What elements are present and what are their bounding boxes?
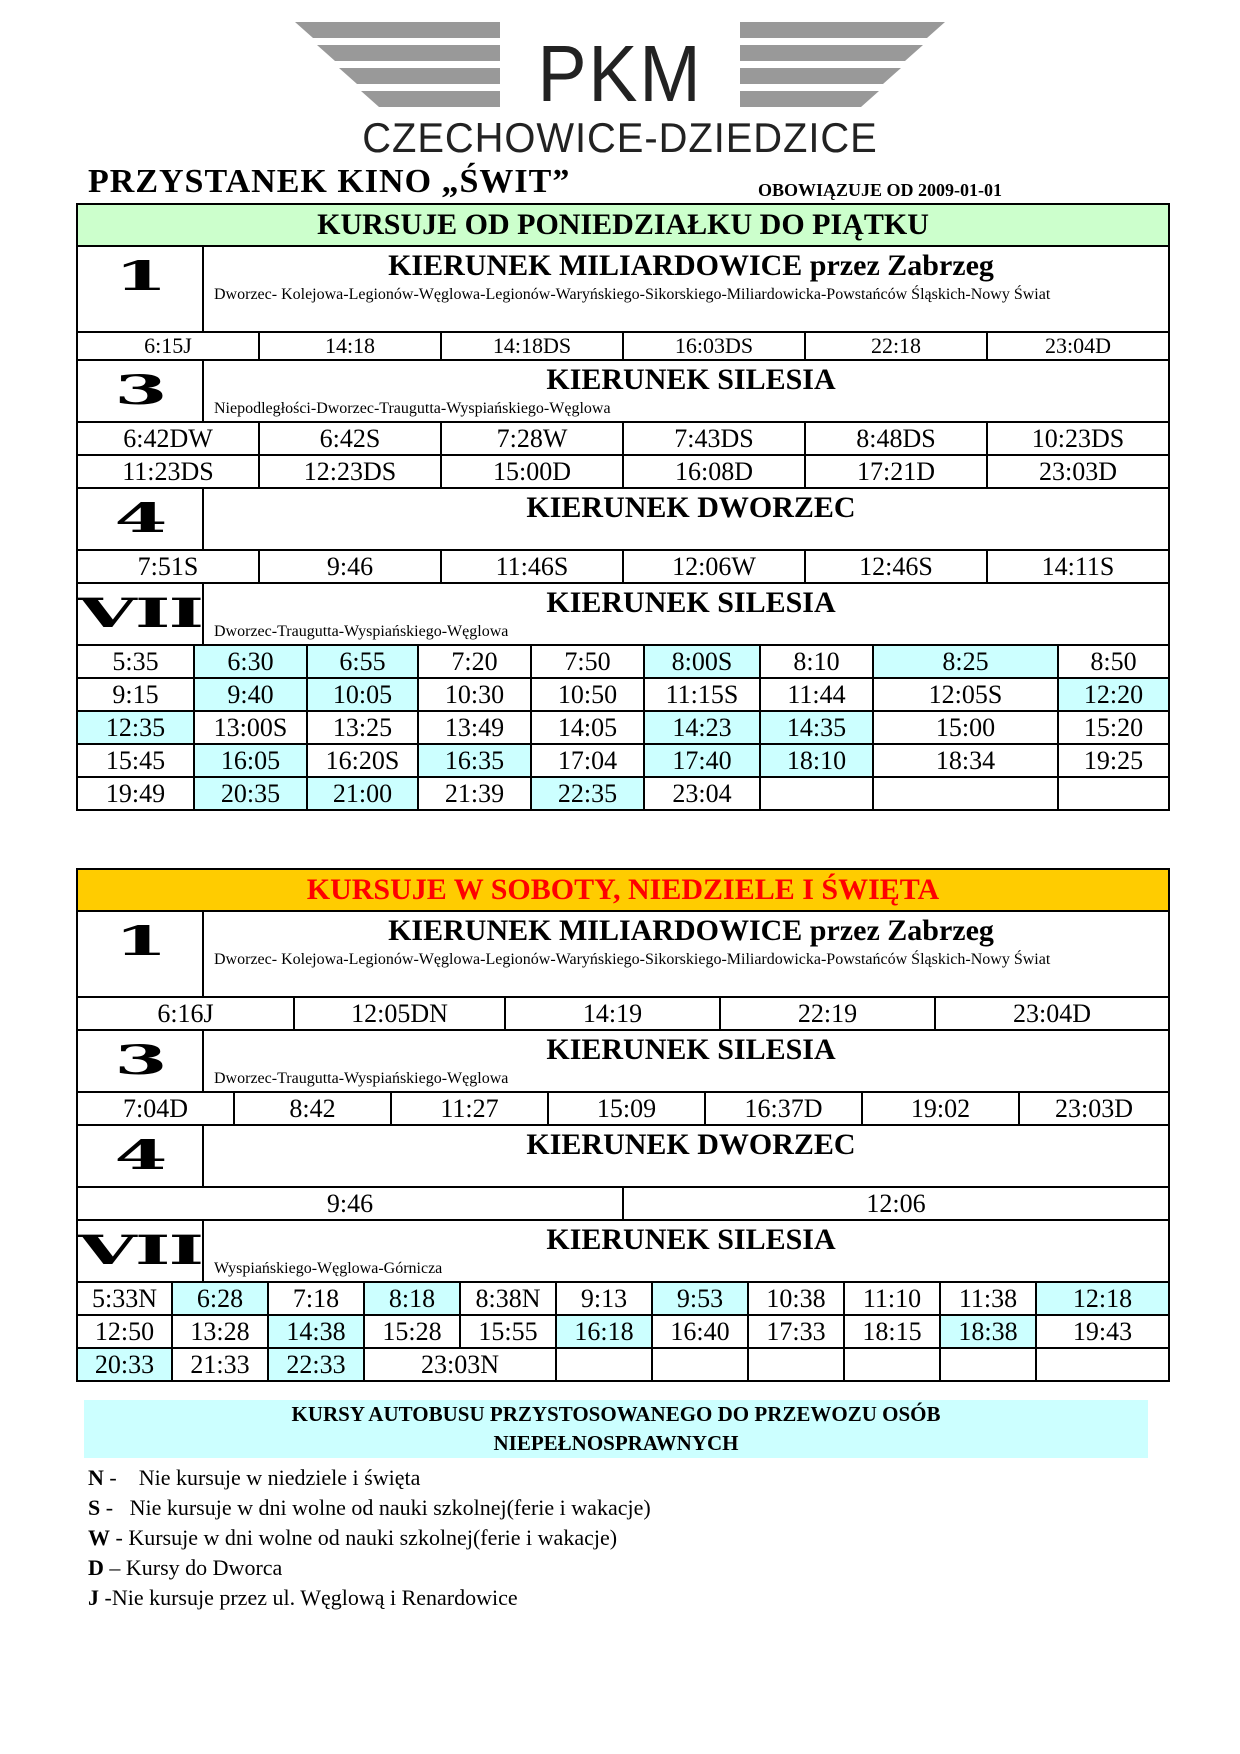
departure-time: 13:00S xyxy=(194,711,307,744)
legend-key: S xyxy=(88,1495,101,1520)
direction-label: KIERUNEK SILESIA xyxy=(546,1223,836,1256)
route-description: Niepodległości-Dworzec-Traugutta-Wyspiańskiego-Węglowa xyxy=(214,400,611,417)
departure-time: 11:46S xyxy=(441,551,623,583)
departure-time: 22:33 xyxy=(268,1348,364,1380)
departure-time: 14:18DS xyxy=(441,333,623,360)
departure-time: 18:34 xyxy=(873,744,1058,777)
departure-time: 22:18 xyxy=(805,333,987,360)
departure-time: 13:49 xyxy=(418,711,531,744)
departure-time-empty xyxy=(748,1348,844,1380)
departure-time: 19:43 xyxy=(1036,1315,1168,1348)
line-1-header xyxy=(78,247,1168,333)
departure-time: 12:05S xyxy=(873,678,1058,711)
departure-time: 16:20S xyxy=(307,744,418,777)
departure-time: 14:05 xyxy=(531,711,644,744)
departures-table xyxy=(78,646,1168,809)
departure-time: 16:03DS xyxy=(623,333,805,360)
departures-table xyxy=(78,551,1168,584)
departure-time: 8:25 xyxy=(873,646,1058,678)
departures-table xyxy=(78,998,1168,1031)
departure-time: 17:33 xyxy=(748,1315,844,1348)
departure-time: 23:04D xyxy=(935,998,1168,1030)
departure-time-empty xyxy=(652,1348,748,1380)
departure-time: 6:15J xyxy=(78,333,259,360)
departure-time: 8:10 xyxy=(760,646,873,678)
departure-time: 7:28W xyxy=(441,423,623,455)
departure-time: 16:18 xyxy=(556,1315,652,1348)
departure-time: 19:25 xyxy=(1058,744,1168,777)
legend-item xyxy=(88,1523,651,1553)
departure-time: 14:19 xyxy=(505,998,720,1030)
departure-time: 10:23DS xyxy=(987,423,1168,455)
legend-item xyxy=(88,1463,651,1493)
departure-time: 12:46S xyxy=(805,551,987,583)
departure-time: 12:18 xyxy=(1036,1283,1168,1315)
line-number-badge: VII xyxy=(78,584,204,644)
departure-time: 9:53 xyxy=(652,1283,748,1315)
departure-time: 22:35 xyxy=(531,777,644,809)
departure-time: 9:46 xyxy=(259,551,441,583)
departure-time: 23:04 xyxy=(644,777,760,809)
departure-time-empty xyxy=(940,1348,1036,1380)
logo-brand: PKM xyxy=(537,29,703,118)
departure-time: 7:18 xyxy=(268,1283,364,1315)
legend-item xyxy=(88,1583,651,1613)
legend-key: J xyxy=(88,1585,99,1610)
departure-time: 22:19 xyxy=(720,998,935,1030)
legend-key: N xyxy=(88,1465,104,1490)
route-description: Wyspiańskiego-Węglowa-Górnicza xyxy=(214,1260,443,1277)
departure-time: 14:38 xyxy=(268,1315,364,1348)
legend-item xyxy=(88,1553,651,1583)
departure-time: 11:44 xyxy=(760,678,873,711)
departure-time: 17:04 xyxy=(531,744,644,777)
departures-table xyxy=(78,333,1168,361)
legend xyxy=(88,1463,651,1613)
departure-time: 6:30 xyxy=(194,646,307,678)
departure-time: 16:35 xyxy=(418,744,531,777)
departure-time: 6:55 xyxy=(307,646,418,678)
departure-time: 11:23DS xyxy=(78,455,259,488)
departure-time: 19:02 xyxy=(862,1093,1019,1125)
departure-time: 12:50 xyxy=(78,1315,172,1348)
departure-time: 7:43DS xyxy=(623,423,805,455)
departure-time: 12:06W xyxy=(623,551,805,583)
departure-time: 7:50 xyxy=(531,646,644,678)
departure-time: 16:37D xyxy=(705,1093,862,1125)
departure-time: 23:04D xyxy=(987,333,1168,360)
departure-time: 15:55 xyxy=(460,1315,556,1348)
legend-text: Nie kursuje przez ul. Węglową i Renardowice xyxy=(111,1585,518,1610)
legend-separator: - xyxy=(99,1585,112,1610)
departure-time: 15:20 xyxy=(1058,711,1168,744)
departure-time: 15:09 xyxy=(548,1093,705,1125)
departure-time: 10:50 xyxy=(531,678,644,711)
weekday-header: KURSUJE OD PONIEDZIAŁKU DO PIĄTKU xyxy=(78,205,1168,247)
departure-time-empty xyxy=(1058,777,1168,809)
route-description: Dworzec-Traugutta-Wyspiańskiego-Węglowa xyxy=(214,623,509,640)
legend-text: Kursy do Dworca xyxy=(125,1555,283,1580)
departure-time: 8:42 xyxy=(234,1093,391,1125)
departure-time: 17:21D xyxy=(805,455,987,488)
departure-time: 6:42DW xyxy=(78,423,259,455)
direction-label: KIERUNEK DWORZEC xyxy=(526,491,856,524)
departure-time: 14:35 xyxy=(760,711,873,744)
departure-time: 5:35 xyxy=(78,646,194,678)
page-title: PRZYSTANEK KINO „ŚWIT” xyxy=(88,163,571,200)
departure-time: 12:23DS xyxy=(259,455,441,488)
departure-time: 18:15 xyxy=(844,1315,940,1348)
departure-time: 6:28 xyxy=(172,1283,268,1315)
departure-time: 18:38 xyxy=(940,1315,1036,1348)
direction-label: KIERUNEK MILIARDOWICE przez Zabrzeg xyxy=(388,914,994,947)
route-description: Dworzec- Kolejowa-Legionów-Węglowa-Legionów-Waryńskiego-Sikorskiego-Miliardowicka-Powstańców Śląskich-Nowy Świat xyxy=(214,286,1051,303)
departure-time: 23:03D xyxy=(987,455,1168,488)
departure-time: 6:42S xyxy=(259,423,441,455)
departure-time: 9:13 xyxy=(556,1283,652,1315)
route-description: Dworzec-Traugutta-Wyspiańskiego-Węglowa xyxy=(214,1070,509,1087)
departure-time: 14:18 xyxy=(259,333,441,360)
legend-text: Nie kursuje w niedziele i święta xyxy=(138,1465,421,1490)
departure-time: 12:05DN xyxy=(294,998,505,1030)
departure-time: 9:46 xyxy=(78,1188,623,1220)
line-number-badge: 3 xyxy=(78,1031,204,1091)
departure-time: 7:20 xyxy=(418,646,531,678)
legend-text: Kursuje w dni wolne od nauki szkolnej(ferie i wakacje) xyxy=(128,1525,618,1550)
line-4-header xyxy=(78,1126,1168,1188)
line-3-header xyxy=(78,361,1168,423)
departure-time: 11:10 xyxy=(844,1283,940,1315)
departure-time-empty xyxy=(1036,1348,1168,1380)
departure-time: 8:00S xyxy=(644,646,760,678)
departures-table xyxy=(78,1188,1168,1221)
departure-time: 16:05 xyxy=(194,744,307,777)
departure-time: 15:00D xyxy=(441,455,623,488)
direction-label: KIERUNEK DWORZEC xyxy=(526,1128,856,1161)
departure-time: 16:08D xyxy=(623,455,805,488)
pkm-logo xyxy=(295,18,945,161)
line-VII-header xyxy=(78,584,1168,646)
accessible-bus-note-line1: KURSY AUTOBUSU PRZYSTOSOWANEGO DO PRZEWOZU OSÓB xyxy=(291,1402,941,1426)
departure-time: 10:38 xyxy=(748,1283,844,1315)
departure-time: 20:33 xyxy=(78,1348,172,1380)
departure-time: 23:03N xyxy=(364,1348,556,1380)
line-number-badge: 1 xyxy=(78,247,204,331)
departure-time: 7:51S xyxy=(78,551,259,583)
departure-time: 16:40 xyxy=(652,1315,748,1348)
departure-time: 7:04D xyxy=(78,1093,234,1125)
legend-separator: - xyxy=(100,1495,130,1520)
departure-time-empty xyxy=(844,1348,940,1380)
legend-separator: - xyxy=(103,1465,139,1490)
departure-time: 9:15 xyxy=(78,678,194,711)
line-number-badge: 1 xyxy=(78,912,204,996)
line-number-badge: VII xyxy=(78,1221,204,1281)
accessible-bus-note xyxy=(84,1400,1148,1458)
departure-time: 14:23 xyxy=(644,711,760,744)
line-number-badge: 3 xyxy=(78,361,204,421)
departures-table xyxy=(78,1093,1168,1126)
departure-time: 15:45 xyxy=(78,744,194,777)
departures-table xyxy=(78,423,1168,489)
departure-time: 23:03D xyxy=(1019,1093,1168,1125)
legend-key: W xyxy=(88,1525,110,1550)
departure-time: 13:28 xyxy=(172,1315,268,1348)
departures-table xyxy=(78,1283,1168,1380)
line-4-header xyxy=(78,489,1168,551)
weekend-header: KURSUJE W SOBOTY, NIEDZIELE I ŚWIĘTA xyxy=(78,870,1168,912)
departure-time: 12:20 xyxy=(1058,678,1168,711)
departure-time-empty xyxy=(760,777,873,809)
direction-label: KIERUNEK SILESIA xyxy=(546,363,836,396)
departure-time: 5:33N xyxy=(78,1283,172,1315)
departure-time: 21:33 xyxy=(172,1348,268,1380)
departure-time: 8:48DS xyxy=(805,423,987,455)
weekend-schedule xyxy=(76,868,1170,1382)
departure-time: 9:40 xyxy=(194,678,307,711)
departure-time: 17:40 xyxy=(644,744,760,777)
legend-text: Nie kursuje w dni wolne od nauki szkolnej(ferie i wakacje) xyxy=(129,1495,651,1520)
departure-time: 11:27 xyxy=(391,1093,548,1125)
departure-time: 10:30 xyxy=(418,678,531,711)
departure-time: 11:15S xyxy=(644,678,760,711)
departure-time-empty xyxy=(556,1348,652,1380)
line-1-header xyxy=(78,912,1168,998)
departure-time: 13:25 xyxy=(307,711,418,744)
logo-city: CZECHOWICE-DZIEDZICE xyxy=(362,114,878,161)
legend-item xyxy=(88,1493,651,1523)
direction-label: KIERUNEK SILESIA xyxy=(546,586,836,619)
direction-label: KIERUNEK MILIARDOWICE przez Zabrzeg xyxy=(388,249,994,282)
line-number-badge: 4 xyxy=(78,489,204,549)
departure-time: 20:35 xyxy=(194,777,307,809)
departure-time: 12:06 xyxy=(623,1188,1168,1220)
departure-time: 8:50 xyxy=(1058,646,1168,678)
departure-time: 14:11S xyxy=(987,551,1168,583)
accessible-bus-note-line2: NIEPEŁNOSPRAWNYCH xyxy=(493,1431,739,1455)
departure-time: 19:49 xyxy=(78,777,194,809)
weekday-schedule xyxy=(76,203,1170,811)
line-VII-header xyxy=(78,1221,1168,1283)
departure-time: 18:10 xyxy=(760,744,873,777)
departure-time: 21:39 xyxy=(418,777,531,809)
departure-time: 21:00 xyxy=(307,777,418,809)
departure-time: 15:28 xyxy=(364,1315,460,1348)
departure-time: 10:05 xyxy=(307,678,418,711)
departure-time: 6:16J xyxy=(78,998,294,1030)
legend-key: D xyxy=(88,1555,104,1580)
departure-time: 15:00 xyxy=(873,711,1058,744)
departure-time: 12:35 xyxy=(78,711,194,744)
departure-time-empty xyxy=(873,777,1058,809)
departure-time: 11:38 xyxy=(940,1283,1036,1315)
valid-from-date: OBOWIĄZUJE OD 2009-01-01 xyxy=(758,180,1003,200)
legend-separator: - xyxy=(110,1525,129,1550)
line-number-badge: 4 xyxy=(78,1126,204,1186)
departure-time: 8:18 xyxy=(364,1283,460,1315)
route-description: Dworzec- Kolejowa-Legionów-Węglowa-Legionów-Waryńskiego-Sikorskiego-Miliardowicka-Powstańców Śląskich-Nowy Świat xyxy=(214,951,1051,968)
legend-separator: – xyxy=(103,1555,126,1580)
departure-time: 8:38N xyxy=(460,1283,556,1315)
line-3-header xyxy=(78,1031,1168,1093)
direction-label: KIERUNEK SILESIA xyxy=(546,1033,836,1066)
